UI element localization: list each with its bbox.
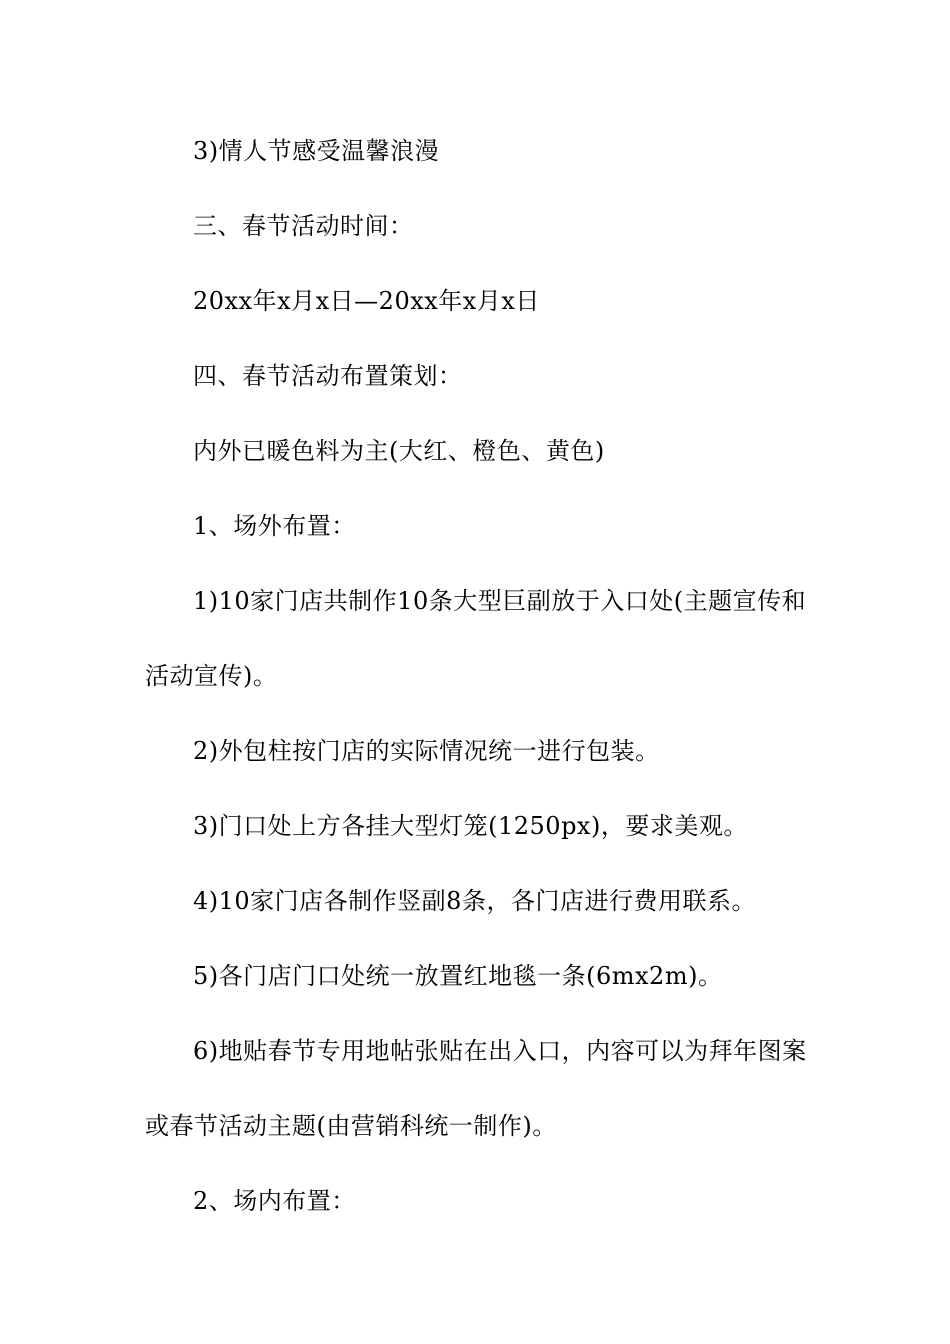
subheading-indoor: 2、场内布置： <box>193 1187 356 1215</box>
list-item-valentines: 3)情人节感受温馨浪漫 <box>193 137 440 165</box>
section-heading-time: 三、春节活动时间： <box>193 212 414 240</box>
list-item-pillars: 2)外包柱按门店的实际情况统一进行包装。 <box>193 737 660 765</box>
color-scheme-text: 内外已暖色料为主(大红、橙色、黄色) <box>193 437 605 465</box>
list-item-vertical-banners: 4)10家门店各制作竖副8条，各门店进行费用联系。 <box>193 887 756 915</box>
list-item-banners-continued: 活动宣传)。 <box>145 662 278 690</box>
list-item-lanterns: 3)门口处上方各挂大型灯笼(1250px)，要求美观。 <box>193 812 748 840</box>
date-range: 20xx年x月x日—20xx年x月x日 <box>193 287 540 315</box>
list-item-floor-stickers-continued: 或春节活动主题(由营销科统一制作)。 <box>145 1112 557 1140</box>
list-item-banners: 1)10家门店共制作10条大型巨副放于入口处(主题宣传和 <box>193 587 807 615</box>
section-heading-layout: 四、春节活动布置策划： <box>193 362 463 390</box>
subheading-outdoor: 1、场外布置： <box>193 512 356 540</box>
list-item-red-carpet: 5)各门店门口处统一放置红地毯一条(6mx2m)。 <box>193 962 723 990</box>
list-item-floor-stickers: 6)地贴春节专用地帖张贴在出入口，内容可以为拜年图案 <box>193 1037 807 1065</box>
